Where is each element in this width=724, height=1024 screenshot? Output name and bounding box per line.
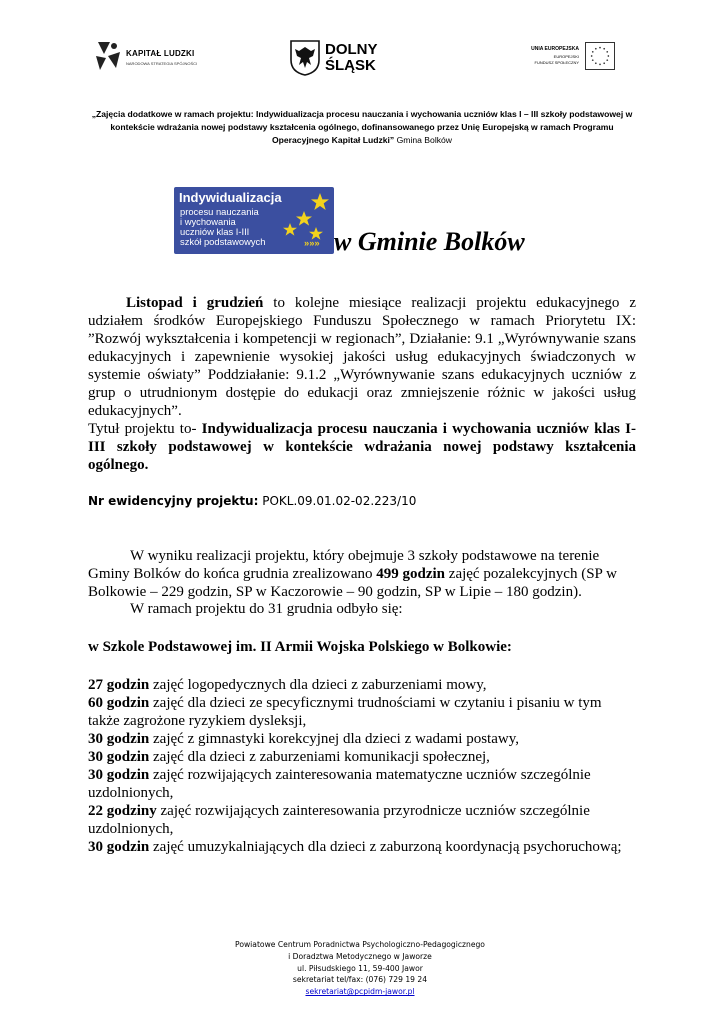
intro-lead: Listopad i grudzień xyxy=(126,295,264,311)
project-note-tail: Gmina Bolków xyxy=(394,135,453,145)
project-note-bold: „Zajęcia dodatkowe w ramach projektu: Indywidualizacja procesu nauczania i wychowania uczniów klas I – III szkoły podstawowej w kontekście wdrażania nowej podstawy kształcenia ogólnego, dofinansowanego przez Unię Europejską w ramach Programu Operacyjnego Kapitał Ludzki” xyxy=(91,109,633,145)
activity-text: zajęć dla dzieci ze specyficznymi trudnościami w czytaniu i pisaniu w tym także zagrożone ryzykiem dysleksji, xyxy=(88,695,602,729)
banner-title: Indywidualizacja xyxy=(179,190,282,205)
activity-list xyxy=(88,676,636,856)
results-hours: 499 godzin xyxy=(376,566,446,582)
footer-line: Powiatowe Centrum Poradnictwa Psychologiczno-Pedagogicznego xyxy=(235,940,485,949)
intro-text: to kolejne miesiące realizacji projektu edukacyjnego z udziałem środków Europejskiego Funduszu Społecznego w ramach Priorytetu IX: ”Rozwój wykształcenia i kompetencji w regionach”, Działanie: 9.1 „Wyrównywanie szans edukacyjnych i zapewnienie wysokiej jakości usług edukacyjnych świadczonych w systemie oświaty” Poddziałanie: 9.1.2 „Wyrównywanie szans edukacyjnych uczniów z grup o utrudnionym dostępie do edukacji oraz zmniejszenie różnic w jakości usług edukacyjnych”. xyxy=(88,295,637,419)
dolny-slask-line2: ŚLĄSK xyxy=(325,57,376,74)
kapital-ludzki-logo xyxy=(94,40,206,74)
eagle-crest-icon xyxy=(290,40,320,76)
activity-hours: 27 godzin xyxy=(88,677,150,693)
banner-line: uczniów klas I-III xyxy=(180,226,250,237)
activity-text: zajęć umuzykalniających dla dzieci z zaburzoną koordynacją psychoruchową; xyxy=(149,839,622,855)
activity-text: zajęć dla dzieci z zaburzeniami komunikacji społecznej, xyxy=(149,749,490,765)
list-item xyxy=(88,838,636,856)
star-icon xyxy=(174,187,334,254)
activity-hours: 22 godziny xyxy=(88,803,157,819)
project-title-paragraph xyxy=(88,420,636,474)
kapital-ludzki-emblem-icon xyxy=(94,40,122,72)
unia-line2: EUROPEJSKI xyxy=(553,54,579,59)
list-item xyxy=(88,766,636,802)
list-item xyxy=(88,730,636,748)
activity-hours: 30 godzin xyxy=(88,731,150,747)
activity-hours: 30 godzin xyxy=(88,767,150,783)
unia-line3: FUNDUSZ SPOŁECZNY xyxy=(534,60,579,65)
summary-intro: W ramach projektu do 31 grudnia odbyło się: xyxy=(130,601,403,617)
project-title-value: Indywidualizacja procesu nauczania i wychowania uczniów klas I-III szkoły podstawowej w kontekście wdrażania nowej podstawy kształcenia ogólnego. xyxy=(88,421,636,473)
registration-number xyxy=(88,494,416,508)
footer-line: ul. Piłsudskiego 11, 59-400 Jawor xyxy=(297,963,423,973)
activity-text: zajęć logopedycznych dla dzieci z zaburzeniami mowy, xyxy=(149,677,487,693)
eu-flag-icon xyxy=(585,42,615,70)
school-heading: w Szkole Podstawowej im. II Armii Wojska Polskiego w Bolkowie: xyxy=(88,639,512,655)
footer-line: sekretariat tel/fax: (076) 729 19 24 xyxy=(292,975,428,985)
unia-europejska-logo xyxy=(511,42,615,72)
project-note xyxy=(88,108,636,147)
activity-text: zajęć z gimnastyki korekcyjnej dla dzieci z wadami postawy, xyxy=(149,731,519,747)
activity-hours: 60 godzin xyxy=(88,695,150,711)
kapital-ludzki-name: KAPITAŁ LUDZKI xyxy=(126,49,195,58)
list-item xyxy=(88,748,636,766)
banner-line: procesu nauczania xyxy=(180,206,259,217)
banner-line: i wychowania xyxy=(180,216,236,227)
list-item xyxy=(88,694,636,730)
activity-hours: 30 godzin xyxy=(88,749,150,765)
footer xyxy=(200,939,520,998)
results-pre: W wyniku realizacji projektu, który obejmuje 3 szkoły podstawowe na terenie Gminy Bolków do końca grudnia zrealizowano xyxy=(88,548,600,582)
project-banner xyxy=(174,187,334,254)
banner-arrows: »»» xyxy=(304,237,320,248)
activity-text: zajęć rozwijających zainteresowania matematyczne uczniów szczególnie uzdolnionych, xyxy=(88,767,591,801)
activity-text: zajęć rozwijających zainteresowania przyrodnicze uczniów szczególnie uzdolnionych, xyxy=(88,803,590,837)
list-item xyxy=(88,802,636,838)
footer-line: i Doradztwa Metodycznego w Jaworze xyxy=(288,951,432,961)
dolny-slask-logo xyxy=(290,40,400,76)
list-item xyxy=(88,676,636,694)
results-paragraph xyxy=(88,547,636,601)
project-title-label: Tytuł projektu to- xyxy=(88,421,202,437)
activity-hours: 30 godzin xyxy=(88,839,150,855)
kapital-ludzki-subtitle: NARODOWA STRATEGIA SPÓJNOŚCI xyxy=(126,61,198,66)
footer-email-link[interactable]: sekretariat@pcpidm-jawor.pl xyxy=(305,987,415,997)
registration-number-value: POKL.09.01.02-02.223/10 xyxy=(262,494,417,508)
registration-number-label: Nr ewidencyjny projektu: xyxy=(88,494,259,508)
page-title: w Gminie Bolków xyxy=(334,227,525,256)
results-post: zajęć pozalekcyjnych (SP w Bolkowie – 229 godzin, SP w Kaczorowie – 90 godzin, SP w Lipie – 180 godzin). xyxy=(88,566,617,600)
intro-paragraph xyxy=(88,294,636,420)
banner-line: szkół podstawowych xyxy=(180,236,266,247)
dolny-slask-line1: DOLNY xyxy=(325,41,378,58)
unia-line1: UNIA EUROPEJSKA xyxy=(531,46,579,52)
